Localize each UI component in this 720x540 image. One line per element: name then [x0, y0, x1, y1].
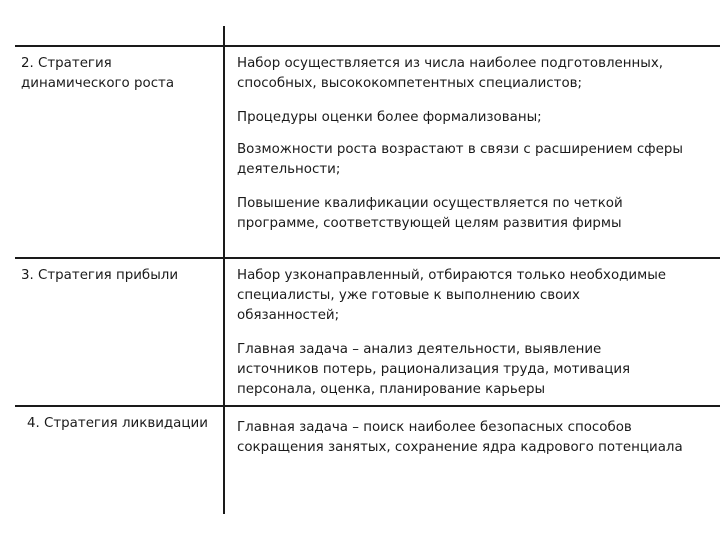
description-item — [237, 54, 663, 94]
description-line: способных, высококомпетентных специалистов; — [237, 76, 583, 91]
row-divider-liquidation — [15, 405, 720, 407]
row-divider-top — [15, 45, 720, 47]
description-line: обязанностей; — [237, 308, 340, 323]
description-item — [237, 140, 683, 180]
description-item — [237, 266, 666, 326]
description-line: Повышение квалификации осуществляется по четкой — [237, 196, 623, 211]
description-line: специалисты, уже готовые к выполнению своих — [237, 288, 580, 303]
strategy-cell-profit — [21, 266, 178, 286]
description-line: персонала, оценка, планирование карьеры — [237, 382, 546, 397]
description-line: Главная задача – анализ деятельности, выявление — [237, 342, 602, 357]
description-line: Возможности роста возрастают в связи с расширением сферы — [237, 142, 683, 157]
column-divider — [223, 26, 225, 514]
description-line: деятельности; — [237, 162, 341, 177]
description-item — [237, 340, 630, 400]
description-line: сокращения занятых, сохранение ядра кадрового потенциала — [237, 440, 683, 455]
strategy-cell-dynamic-growth — [21, 54, 174, 94]
description-item — [237, 418, 683, 458]
description-line: Главная задача – поиск наиболее безопасных способов — [237, 420, 632, 435]
description-line: Процедуры оценки более формализованы; — [237, 110, 542, 125]
description-line: Набор узконаправленный, отбираются только необходимые — [237, 268, 667, 283]
description-item — [237, 194, 623, 234]
strategy-label-line: 3. Стратегия прибыли — [21, 268, 179, 283]
description-line: Набор осуществляется из числа наиболее подготовленных, — [237, 56, 664, 71]
strategy-label-line: 4. Стратегия ликвидации — [27, 416, 208, 431]
description-item — [237, 108, 542, 128]
description-line: программе, соответствующей целям развития фирмы — [237, 216, 622, 231]
strategy-label-line: динамического роста — [21, 76, 175, 91]
strategy-label-line: 2. Стратегия — [21, 56, 112, 71]
row-divider-profit — [15, 257, 720, 259]
description-line: источников потерь, рационализация труда, мотивация — [237, 362, 631, 377]
strategy-cell-liquidation — [27, 414, 208, 434]
